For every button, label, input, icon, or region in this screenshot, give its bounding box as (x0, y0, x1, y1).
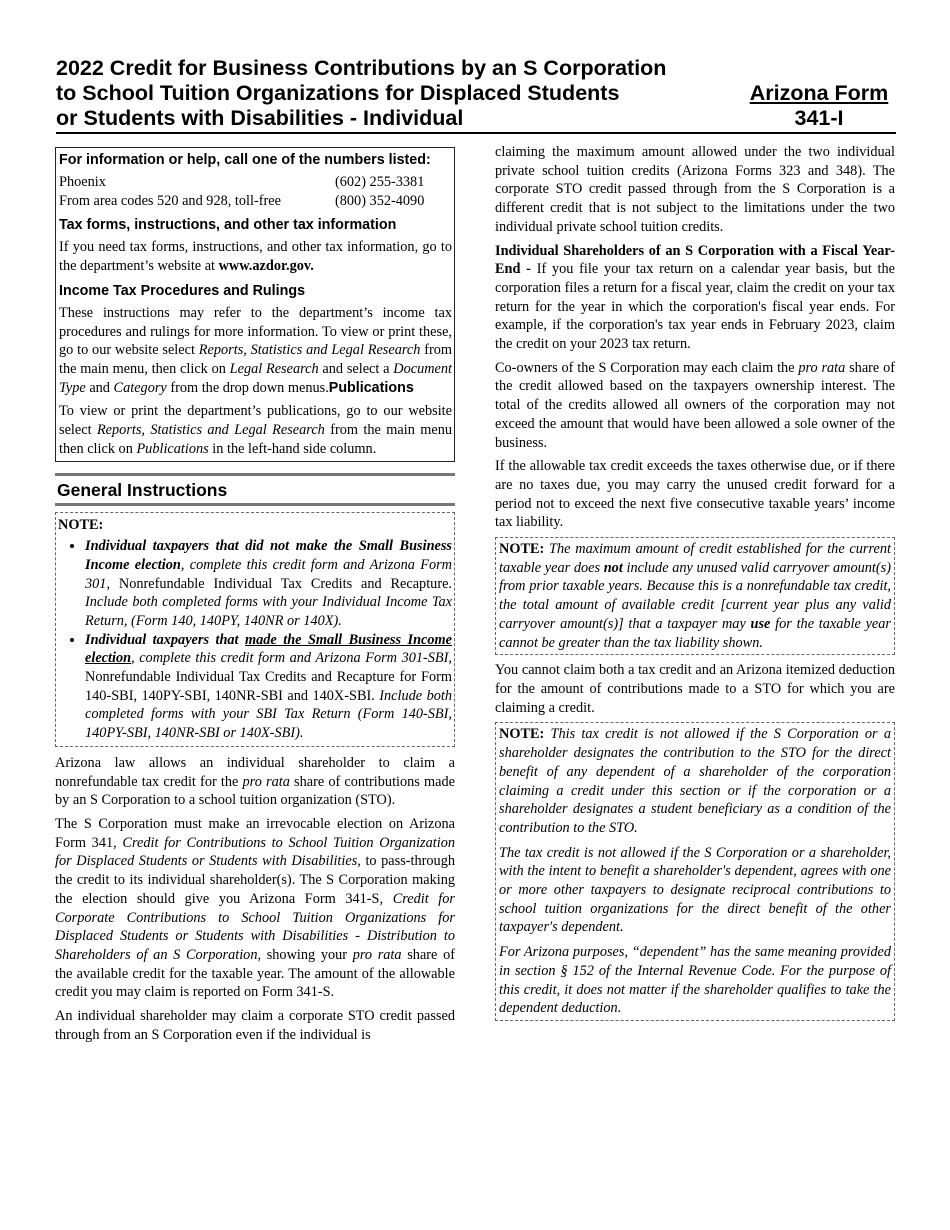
tax-forms-heading: Tax forms, instructions, and other tax information (59, 217, 397, 234)
general-note-box (55, 512, 455, 746)
general-paragraph-2: The S Corporation must make an irrevocable election on Arizona Form 341, Credit for Contributions to School Tuition Organization for Displaced Students or Students with Disabilities, to pass-through the credit to its individual shareholder(s). The S Corporation making the election should give you Arizona Form 341-S, Credit for Corporate Contributions to School Tuition Organizations for Displaced Students or Students with Disabilities - Distribution to Shareholders of an S Corporation, showing your pro rata share of the available credit for the taxable year. The amount of the allowable credit you may claim is reported on Form 341-S. (55, 815, 456, 1001)
right-column (495, 143, 895, 1027)
general-instructions-heading: General Instructions (55, 473, 455, 506)
phone-label: Phoenix (59, 174, 106, 190)
title-line-3: or Students with Disabilities - Individual (56, 106, 464, 130)
tax-forms-text: If you need tax forms, instructions, and other tax information, go to the department’s website at www.azdor.gov. (59, 239, 452, 275)
carryover-note-box (495, 537, 895, 655)
form-label: Arizona Form (749, 81, 889, 105)
phone-row (59, 173, 452, 192)
carryover-note-text: NOTE: The maximum amount of credit established for the current taxable year does not include any unused valid carryover amount(s) from prior taxable years. Because this is a nonrefundable tax credit, the total amount of available credit [current year plus any valid carryover amount(s)] that a taxpayer may use for the taxable year cannot be greater than the tax liability shown. (499, 541, 891, 651)
phone-number: (800) 352-4090 (335, 192, 425, 209)
right-paragraph-2: Individual Shareholders of an S Corporation with a Fiscal Year-End - If you file your tax return on a calendar year basis, but the corporation files a return for a fiscal year, claim the credit on your tax return for the year in which the corporation's fiscal year ends. For example, if the corporation's tax year ends in February 2023, claim the credit on your 2023 tax return. (495, 242, 895, 353)
dependent-note-text-2: The tax credit is not allowed if the S Corporation or a shareholder, with the intent to benefit a shareholder's dependent, agrees with one or more other taxpayers to designate reciprocal contributions to school tuition organizations for the direct benefit of the other taxpayer's dependent. (499, 844, 891, 936)
right-paragraph-5: You cannot claim both a tax credit and an Arizona itemized deduction for the amount of contributions made to a STO for which you are claiming a credit. (495, 662, 895, 716)
right-paragraph-1: claiming the maximum amount allowed under the two individual private school tuition credits (Arizona Forms 323 and 348). The corporate STO credit passed through from the S Corporation is a different credit that is not subject to the limitations under the two individual private school tuition credits. (495, 144, 895, 235)
dependent-note-text-1: NOTE: This tax credit is not allowed if the S Corporation or a shareholder designates the contribution to the STO for the direct benefit of any dependent of a shareholder of the corporation claiming a credit under this section or if the corporation or a shareholder designates a student beneficiary as a condition of the contribution to the STO. (499, 726, 891, 836)
procedures-text: These instructions may refer to the department’s income tax procedures and rulings for more information. To view or print these, go to our website select Reports, Statistics and Legal Research from the main menu, then click on Legal Research and select a Document Type and Category from the drop down menus.Publications (59, 304, 453, 396)
dependent-note-box (495, 722, 895, 1021)
website-link[interactable]: www.azdor.gov. (218, 258, 314, 275)
title-line-1: 2022 Credit for Business Contributions by an S Corporation (56, 56, 667, 80)
note-bullet-2: • Individual taxpayers that made the Small Business Income election, complete this credit form and Arizona Form 301-SBI, Nonrefundable Individual Tax Credits and Recapture for Form 140-SBI, 140PY-SBI, 140NR-SBI and 140X-SBI. Include both completed forms with your SBI Tax Return (Form 140-SBI, 140PY-SBI, 140NR-SBI or 140X-SBI). (85, 631, 452, 743)
note-list (58, 537, 452, 743)
form-number: 341-I (794, 106, 844, 130)
form-identifier (744, 81, 894, 131)
note-label: NOTE: (58, 517, 104, 534)
note-bullet-1: • Individual taxpayers that did not make the Small Business Income election, complete this credit form and Arizona Form 301, Nonrefundable Individual Tax Credits and Recapture. Include both completed forms with your Individual Income Tax Return, (Form 140, 140PY, 140NR or 140X). (85, 537, 452, 631)
phone-row (59, 192, 452, 211)
right-paragraph-4: If the allowable tax credit exceeds the taxes otherwise due, or if there are no taxes due, you may carry the unused credit forward for a period not to exceed the next five consecutive taxable years’ income tax liability. (495, 458, 895, 531)
general-paragraph-3: An individual shareholder may claim a corporate STO credit passed through from an S Corporation even if the individual is (55, 1008, 455, 1043)
phone-number: (602) 255-3381 (335, 174, 425, 190)
procedures-heading: Income Tax Procedures and Rulings (59, 282, 306, 299)
title-line-2: to School Tuition Organizations for Displaced Students (56, 81, 620, 105)
publications-heading: Publications (328, 379, 414, 396)
info-heading: For information or help, call one of the numbers listed: (59, 152, 431, 168)
left-column (55, 140, 455, 1049)
phone-label: From area codes 520 and 928, toll-free (59, 192, 281, 209)
form-title (56, 56, 667, 131)
publications-text: To view or print the department’s publications, go to our website select Reports, Statistics and Legal Research from the main menu then click on Publications in the left-hand side column. (59, 403, 452, 457)
dependent-note-text-3: For Arizona purposes, “dependent” has the same meaning provided in section § 152 of the Internal Revenue Code. For the purpose of this credit, it does not matter if the shareholder qualifies to take the dependent deduction. (499, 944, 891, 1017)
info-box (55, 147, 455, 462)
header-rule (56, 132, 896, 134)
general-paragraph-1: Arizona law allows an individual shareholder to claim a nonrefundable tax credit for the pro rata share of contributions made by an S Corporation to a school tuition organization (STO). (55, 754, 455, 809)
right-paragraph-3: Co-owners of the S Corporation may each claim the pro rata share of the credit allowed based on the taxpayers ownership interest. The total of the credits allowed all owners of the corporation may not exceed the amount that would have been allowed a sole owner of the business. (495, 359, 895, 451)
